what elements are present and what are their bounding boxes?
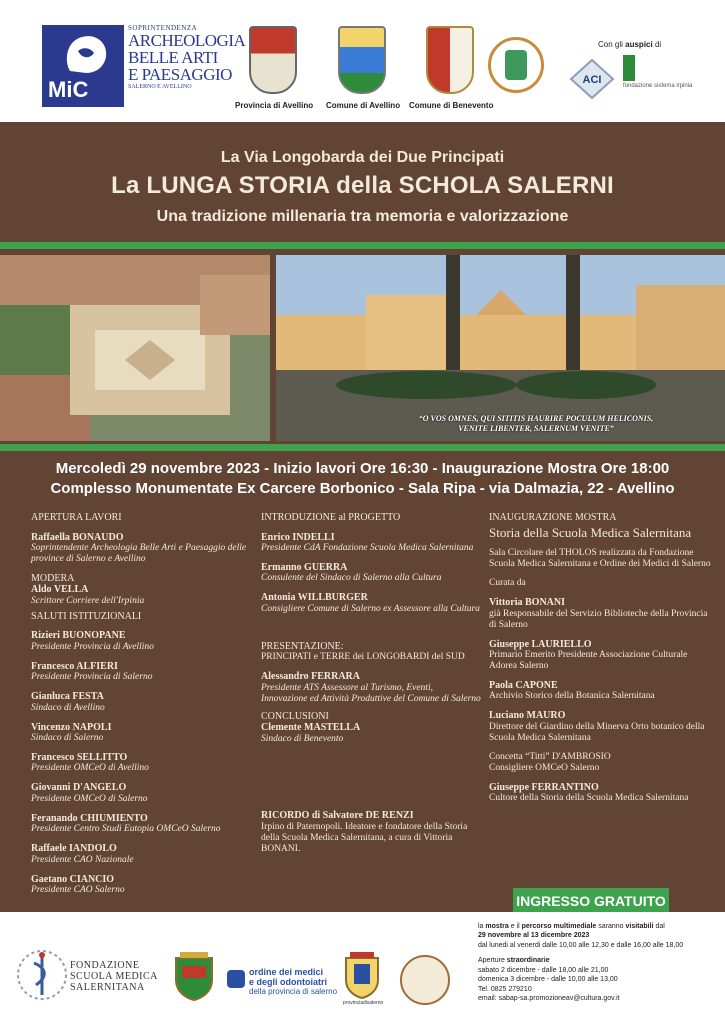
speaker-name: Clemente MASTELLA [261, 722, 361, 734]
mic-text: MiC [48, 77, 89, 102]
speaker-name: Antonia WILLBURGER [261, 592, 368, 604]
auspici-prefix: Con gli [598, 40, 623, 49]
curator-name: Paola CAPONE [489, 679, 558, 691]
speaker-role: Presidente CdA Fondazione Scuola Medica Salernitana [261, 543, 474, 553]
latin-quote [356, 414, 716, 435]
speaker-name: Raffaele IANDOLO [31, 843, 117, 855]
crest-label-comune-avellino: Comune di Avellino [326, 101, 401, 110]
speaker-name: Gaetano CIANCIO [31, 873, 115, 885]
omceo-text [249, 968, 337, 997]
soprintendenza-label: SOPRINTENDENZA [128, 24, 198, 32]
ricordo-text: Irpino di Paternopoli. Ideatore e fondatore della Storia della Scuola Medica Salernitana, a cura di Vittoria BONANI. [261, 821, 468, 854]
svg-text:ACI: ACI [582, 74, 602, 86]
omceo-line: e degli odontoiatri [249, 976, 327, 987]
event-venue-line: Complesso Monumentate Ex Carcere Borbonico - Sala Ripa - via Dalmazia, 22 - Avellino [50, 480, 675, 497]
omceo-line: ordine dei medici [249, 967, 324, 977]
inaugurazione-heading: INAUGURAZIONE MOSTRA [489, 512, 617, 523]
info-bold: 29 novembre al 13 dicembre 2023 [478, 932, 590, 940]
info-bold: visitabili [625, 923, 654, 930]
speaker-name: Alessandro FERRARA [261, 671, 360, 683]
subtitle-top: La Via Longobarda dei Due Principati [220, 149, 505, 166]
auspici-word: auspici [625, 40, 653, 49]
modera-heading: MODERA [31, 572, 75, 584]
info-text: saranno [596, 923, 626, 930]
info-text: e il [508, 923, 522, 930]
curator-role: Cultore della Storia della Scuola Medica Salernitana [489, 793, 689, 803]
speaker-role: Consulente del Sindaco di Salerno alla Cultura [261, 573, 442, 584]
aerial-photo-image [0, 255, 270, 441]
presentazione-text: PRINCIPATI e TERRE dei LONGOBARDI del SUD [261, 652, 465, 663]
curator-role: Direttore del Giardino della Minerva Orto botanico della Scuola Medica Salernitana [489, 721, 705, 743]
program-column-2 [261, 512, 481, 855]
auspici-suffix: di [654, 40, 662, 49]
medieval-seal-icon [400, 955, 450, 1005]
green-stripe-top [0, 242, 725, 249]
speaker-role: Presidente ATS Assessore al Turismo, Eventi, Innovazione ed Attività Produttive del Comune di Salerno [261, 682, 481, 704]
fsi-bar-icon [623, 55, 635, 81]
program-column-3 [489, 512, 714, 804]
speaker-name: Enrico INDELLI [261, 531, 335, 543]
omceo-avellino-logo-icon [488, 37, 544, 93]
curator-role: Consigliere OMCeO Salerno [489, 762, 600, 773]
presentazione-heading: PRESENTAZIONE: [261, 640, 344, 652]
curata-label: Curata da [489, 578, 526, 589]
provincia-avellino-crest-icon [249, 26, 297, 94]
speaker-role: Scrittore Corriere dell'Irpinia [31, 595, 145, 606]
speaker-name: Francesco SELLITTO [31, 751, 128, 763]
paesaggio-label: E PAESAGGIO [128, 65, 232, 84]
speaker-role: Consigliere Comune di Salerno ex Assessore alla Cultura [261, 603, 480, 614]
visit-hours: dal lunedi al venerdi dalle 10,00 alle 12,30 e dalle 16,00 alle 18,00 [478, 941, 684, 949]
speaker-name: Francesco ALFIERI [31, 660, 118, 672]
curator-name: Concetta “Titti” D'AMBROSIO [489, 751, 611, 762]
info-text: Aperture [478, 957, 507, 965]
speaker-role: Presidente Provincia di Salerno [31, 672, 153, 683]
saturday-hours: sabato 2 dicembre - dalle 18,00 alle 21,00 [478, 966, 609, 974]
main-title: La LUNGA STORIA della SCHOLA SALERNI [111, 172, 614, 199]
fsm-line: FONDAZIONE [70, 960, 140, 971]
speaker-name: Ermanno GUERRA [261, 561, 348, 573]
omceo-icon [227, 970, 245, 988]
quote-line-2: VENITE LIBENTER, SALERNUM VENITE” [458, 424, 614, 434]
mic-logo [42, 25, 124, 107]
fsm-line: SALERNITANA [70, 982, 145, 993]
speaker-name: Feranando CHIUMIENTO [31, 812, 148, 824]
aperture-line [478, 956, 718, 965]
saluti-heading: SALUTI ISTITUZIONALI [31, 610, 142, 622]
speaker-role: Sindaco di Benevento [261, 733, 344, 744]
curator-name: Luciano MAURO [489, 710, 566, 722]
sunday-hours: domenica 3 dicembre - dalle 10,00 alle 13,00 [478, 976, 618, 984]
program-column-1 [31, 512, 251, 896]
info-bold: mostra [485, 923, 509, 930]
speaker-role: Presidente CAO Nazionale [31, 854, 134, 865]
omceo-line: della provincia di salerno [249, 986, 338, 996]
speaker-role: Sindaco di Salerno [31, 733, 104, 744]
auspici-label [598, 40, 661, 49]
ingresso-gratuito-badge: INGRESSO GRATUITO [513, 888, 669, 914]
crest-label-comune-benevento: Comune di Benevento [409, 101, 494, 110]
provincia-salerno-crest-icon [340, 950, 384, 1004]
info-bold: straordinarie [506, 957, 550, 965]
crest-label-provincia-avellino: Provincia di Avellino [235, 101, 314, 110]
quote-line-1: “O VOS OMNES, QUI SITITIS HAURIRE POCULUM HELICONIS, [418, 414, 654, 423]
aci-logo-icon [569, 58, 615, 100]
ricordo-heading: RICORDO di Salvatore DE RENZI [261, 810, 414, 822]
event-date-line: Mercoledì 29 novembre 2023 - Inizio lavori Ore 16:30 - Inaugurazione Mostra Ore 18:00 [55, 460, 670, 477]
info-bold: percorso multimediale [521, 923, 597, 930]
comune-salerno-crest-icon [172, 950, 216, 1002]
speaker-role: Presidente CAO Salerno [31, 885, 125, 896]
provincia-salerno-label: provinciadisalerno [343, 1000, 384, 1006]
subtitle-bottom: Una tradizione millenaria tra memoria e valorizzazione [156, 208, 569, 225]
aerial-photo [0, 255, 270, 441]
speaker-name: Gianluca FESTA [31, 691, 104, 703]
speaker-name: Giovanni D'ANGELO [31, 782, 127, 794]
info-text: la [478, 923, 486, 930]
fsi-label: fondazione sistema irpinia [623, 83, 693, 89]
phone: Tel. 0825 279210 [478, 985, 532, 993]
speaker-role: Sindaco di Avellino [31, 702, 105, 713]
conclusioni-heading: CONCLUSIONI [261, 710, 329, 722]
speaker-name: Rizieri BUONOPANE [31, 630, 126, 642]
comune-benevento-crest-icon [426, 26, 474, 94]
speaker-role: Presidente Centro Studi Eutopia OMCeO Salerno [31, 824, 221, 835]
speaker-name: Raffaella BONAUDO [31, 531, 124, 543]
head-icon [60, 31, 112, 79]
curator-role: già Responsabile del Servizio Biblioteche della Provincia di Salerno [489, 608, 708, 630]
intro-heading: INTRODUZIONE al PROGETTO [261, 512, 401, 523]
soprintendenza-text [128, 25, 245, 90]
belle-arti-label: BELLE ARTI [128, 48, 218, 67]
green-stripe-bottom [0, 444, 725, 451]
speaker-role: Soprintendente Archeologia Belle Arti e Paesaggio delle province di Salerno e Avellino [31, 543, 247, 564]
curator-name: Vittoria BONANI [489, 597, 566, 609]
curator-role: Primario Emerito Presidente Associazione Culturale Adorea Salerno [489, 650, 688, 671]
curator-name: Giuseppe FERRANTINO [489, 781, 599, 793]
salerno-avellino-label: SALERNO E AVELLINO [128, 84, 192, 90]
archeologia-label: ARCHEOLOGIA [128, 31, 246, 50]
curator-name: Giuseppe LAURIELLO [489, 638, 592, 650]
speaker-role: Presidente OMCeO di Salerno [31, 793, 148, 804]
visit-info [478, 922, 718, 1004]
visit-dates [478, 931, 718, 940]
speaker-role: Presidente OMCeO di Avellino [31, 763, 149, 774]
fondazione-scuola-medica-text [70, 960, 158, 993]
info-text: dal [653, 923, 665, 930]
curator-role: Archivio Storico della Botanica Salernitana [489, 691, 655, 702]
fsm-line: SCUOLA MEDICA [70, 971, 158, 982]
speaker-role: Presidente Provincia di Avellino [31, 641, 154, 652]
speaker-name: Vincenzo NAPOLI [31, 721, 112, 733]
email-link[interactable]: email: sabap-sa.promozioneav@cultura.gov.it [478, 995, 620, 1003]
visit-info-line-1 [478, 922, 718, 931]
logo-bar [0, 0, 725, 122]
speaker-name: Aldo VELLA [31, 584, 89, 596]
comune-avellino-crest-icon [338, 26, 386, 94]
fondazione-sistema-irpinia-logo [623, 55, 693, 89]
mostra-title: Storia della Scuola Medica Salernitana [489, 524, 692, 540]
sala-text: Sala Circolare del THOLOS realizzata da Fondazione Scuola Medica Salernitana e Ordine dei Medici di Salerno [489, 548, 711, 570]
apertura-heading: APERTURA LAVORI [31, 512, 122, 523]
